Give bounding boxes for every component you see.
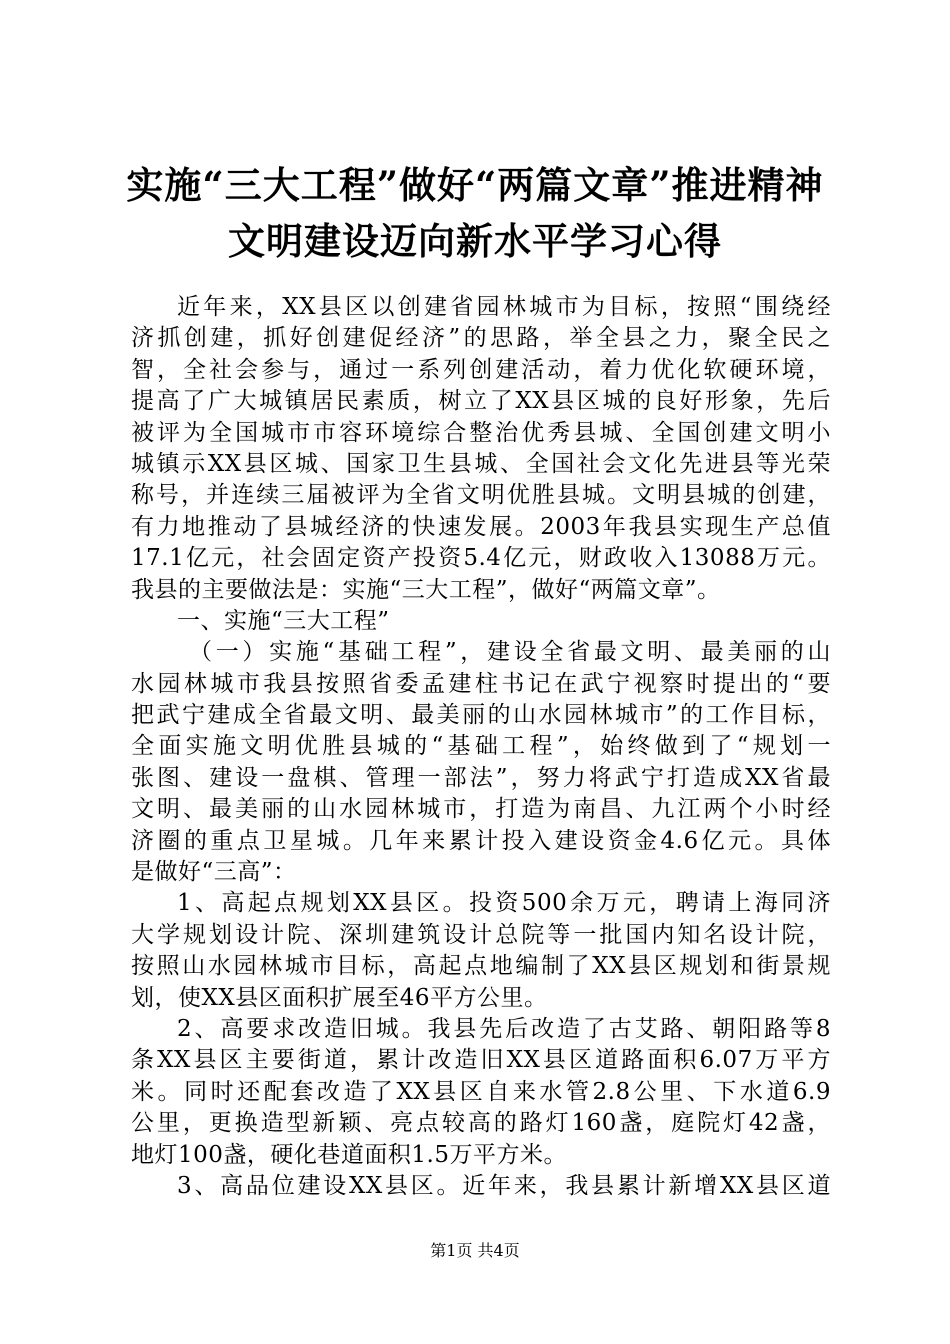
body-line: 城镇示XX县区城、国家卫生县城、全国社会文化先进县等光荣 (131, 450, 831, 477)
body-line: 条XX县区主要街道，累计改造旧XX县区道路面积6.07万平方 (131, 1047, 831, 1074)
body-line: 大学规划设计院、深圳建筑设计总院等一批国内知名设计院， (131, 921, 831, 948)
document-title-line-2: 文明建设迈向新水平学习心得 (228, 219, 722, 263)
body-line: 近年来，XX县区以创建省园林城市为目标，按照“围绕经 (177, 294, 831, 320)
body-line: 公里，更换造型新颖、亮点较高的路灯160盏，庭院灯42盏， (131, 1110, 831, 1137)
section-heading: 一、实施“三大工程” (177, 607, 390, 634)
body-line: 全面实施文明优胜县城的“基础工程”，始终做到了“规划一 (131, 733, 831, 760)
body-line: 3、高品位建设XX县区。近年来，我县累计新增XX县区道 (177, 1172, 831, 1199)
document-body (131, 292, 831, 1202)
body-line: （一）实施“基础工程”，建设全省最文明、最美丽的山 (189, 639, 831, 666)
body-line: 智，全社会参与，通过一系列创建活动，着力优化软硬环境， (131, 356, 831, 383)
body-line: 按照山水园林城市目标，高起点地编制了XX县区规划和街景规 (131, 953, 831, 980)
document-title-line-1: 实施“三大工程”做好“两篇文章”推进精神 (126, 163, 824, 207)
body-line: 17.1亿元，社会固定资产投资5.4亿元，财政收入13088万元。 (131, 545, 831, 572)
body-line: 被评为全国城市市容环境综合整治优秀县城、全国创建文明小 (131, 419, 831, 446)
body-line: 有力地推动了县城经济的快速发展。2003年我县实现生产总值 (131, 513, 831, 540)
body-line: 2、高要求改造旧城。我县先后改造了古艾路、朝阳路等8 (177, 1015, 831, 1042)
body-line: 米。同时还配套改造了XX县区自来水管2.8公里、下水道6.9 (131, 1078, 831, 1105)
page-footer: 第1页 共4页 (430, 1241, 520, 1260)
body-line: 称号，并连续三届被评为全省文明优胜县城。文明县城的创建， (131, 482, 831, 509)
body-line: 我县的主要做法是：实施“三大工程”，做好“两篇文章”。 (131, 576, 721, 603)
body-line: 划，使XX县区面积扩展至46平方公里。 (131, 984, 548, 1011)
body-line: 1、高起点规划XX县区。投资500余万元，聘请上海同济 (177, 890, 831, 917)
body-line: 济抓创建，抓好创建促经济”的思路，举全县之力，聚全民之 (131, 325, 831, 352)
body-line: 张图、建设一盘棋、管理一部法”，努力将武宁打造成XX省最 (131, 764, 831, 791)
body-line: 文明、最美丽的山水园林城市，打造为南昌、九江两个小时经 (131, 796, 831, 823)
body-line: 水园林城市我县按照省委孟建柱书记在武宁视察时提出的“要 (131, 670, 831, 697)
body-line: 济圈的重点卫星城。几年来累计投入建设资金4.6亿元。具体 (131, 827, 831, 854)
body-line: 把武宁建成全省最文明、最美丽的山水园林城市”的工作目标， (131, 702, 831, 729)
body-line: 提高了广大城镇居民素质，树立了XX县区城的良好形象，先后 (131, 388, 831, 415)
body-line: 地灯100盏，硬化巷道面积1.5万平方米。 (131, 1141, 567, 1168)
body-line: 是做好“三高”： (131, 859, 297, 886)
